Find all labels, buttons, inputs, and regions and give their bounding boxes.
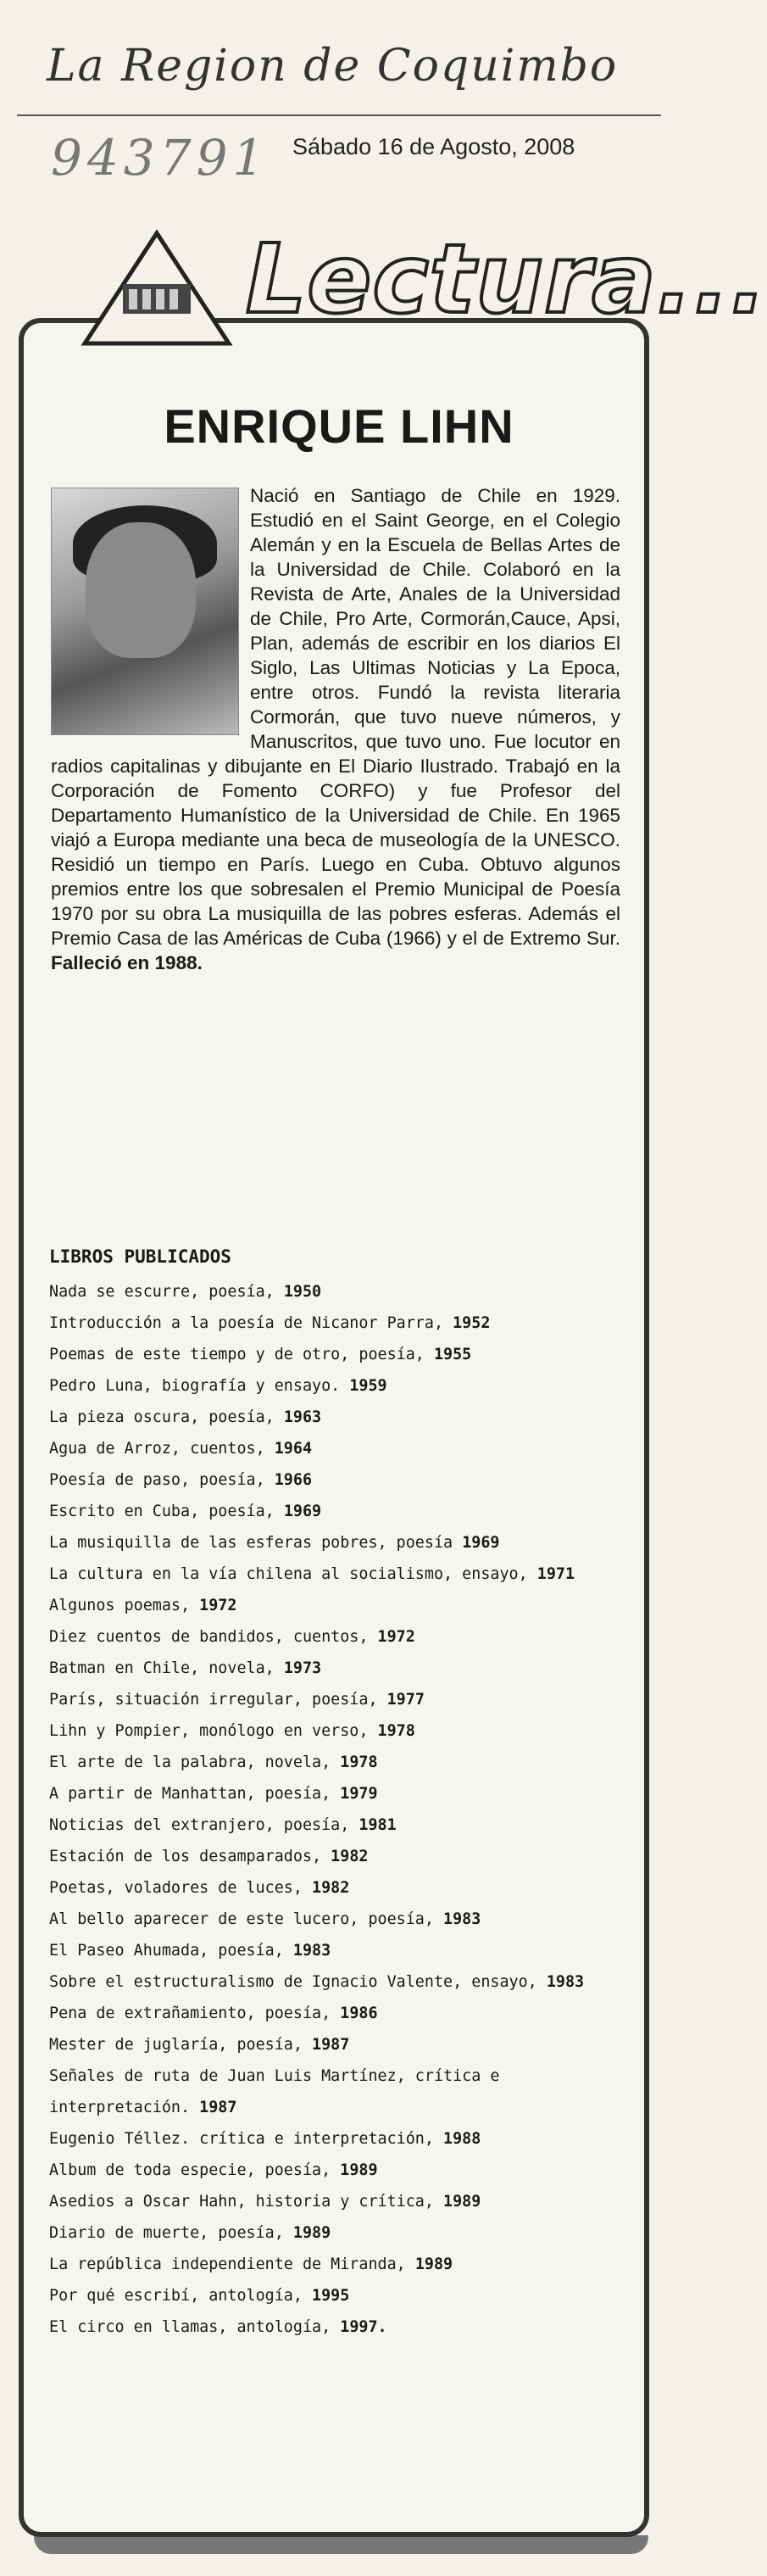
book-year: 1983 bbox=[443, 1910, 481, 1928]
book-item bbox=[49, 2029, 634, 2060]
book-year: 1963 bbox=[283, 1408, 322, 1426]
book-title: Pena de extrañamiento, poesía, bbox=[49, 2004, 341, 2022]
book-item bbox=[49, 1935, 634, 1966]
book-title: Eugenio Téllez. crítica e interpretación, bbox=[49, 2130, 444, 2148]
book-title: Album de toda especie, poesía, bbox=[49, 2161, 341, 2179]
book-item bbox=[49, 2217, 634, 2249]
handwritten-number: 943791 bbox=[51, 129, 270, 187]
book-title: Diario de muerte, poesía, bbox=[49, 2224, 293, 2242]
book-item bbox=[49, 1339, 634, 1370]
book-item bbox=[49, 1809, 634, 1841]
book-title: Sobre el estructuralismo de Ignacio Valente, ensayo, bbox=[49, 1973, 547, 1991]
book-item bbox=[49, 1402, 634, 1433]
book-year: 1969 bbox=[283, 1503, 322, 1520]
book-year: 1964 bbox=[274, 1440, 313, 1458]
book-item bbox=[49, 1276, 634, 1308]
books-heading: LIBROS PUBLICADOS bbox=[49, 1246, 231, 1267]
book-year: 1978 bbox=[340, 1754, 378, 1771]
book-year: 1955 bbox=[433, 1346, 472, 1363]
book-year: 1959 bbox=[349, 1377, 387, 1395]
book-year: 1987 bbox=[312, 2036, 350, 2054]
book-item bbox=[49, 1496, 634, 1527]
book-item bbox=[49, 1841, 634, 1872]
book-title: Poesía de paso, poesía, bbox=[49, 1471, 275, 1489]
book-title: Señales de ruta de Juan Luis Martínez, crítica e interpretación. bbox=[49, 2067, 500, 2116]
death-text: Falleció en 1988. bbox=[51, 952, 203, 973]
book-title: Introducción a la poesía de Nicanor Parra, bbox=[49, 1314, 453, 1332]
book-title: Algunos poemas, bbox=[49, 1597, 200, 1614]
book-item bbox=[49, 2280, 634, 2311]
section-header bbox=[76, 225, 767, 352]
book-title: La pieza oscura, poesía, bbox=[49, 1408, 284, 1426]
book-title: El arte de la palabra, novela, bbox=[49, 1754, 341, 1771]
book-year: 1950 bbox=[283, 1283, 322, 1301]
book-item bbox=[49, 1653, 634, 1684]
book-year: 1982 bbox=[312, 1879, 350, 1897]
book-item bbox=[49, 1370, 634, 1402]
book-title: Asedios a Oscar Hahn, historia y crítica, bbox=[49, 2193, 444, 2211]
book-title: La cultura en la vía chilena al socialismo, ensayo, bbox=[49, 1565, 537, 1583]
book-title: Por qué escribí, antología, bbox=[49, 2287, 313, 2305]
book-title: El Paseo Ahumada, poesía, bbox=[49, 1942, 293, 1960]
book-item bbox=[49, 1872, 634, 1904]
book-title: Lihn y Pompier, monólogo en verso, bbox=[49, 1722, 378, 1740]
book-item bbox=[49, 2123, 634, 2155]
book-item bbox=[49, 1715, 634, 1747]
book-year: 1966 bbox=[274, 1471, 313, 1489]
book-item bbox=[49, 1558, 634, 1590]
book-title: A partir de Manhattan, poesía, bbox=[49, 1785, 341, 1803]
book-title: Noticias del extranjero, poesía, bbox=[49, 1816, 359, 1834]
book-title: Estación de los desamparados, bbox=[49, 1848, 331, 1865]
book-title: Al bello aparecer de este lucero, poesía, bbox=[49, 1910, 444, 1928]
book-item bbox=[49, 1621, 634, 1653]
book-title: Mester de juglaría, poesía, bbox=[49, 2036, 313, 2054]
book-title: Nada se escurre, poesía, bbox=[49, 1283, 284, 1301]
header-rule bbox=[17, 114, 661, 116]
book-title: La república independiente de Miranda, bbox=[49, 2255, 415, 2273]
book-item bbox=[49, 1464, 634, 1496]
panel-shadow bbox=[34, 2535, 648, 2554]
book-title: Poemas de este tiempo y de otro, poesía, bbox=[49, 1346, 434, 1363]
book-title: Batman en Chile, novela, bbox=[49, 1659, 284, 1677]
book-title: Escrito en Cuba, poesía, bbox=[49, 1503, 284, 1520]
book-title: Pedro Luna, biografía y ensayo. bbox=[49, 1377, 350, 1395]
book-year: 1971 bbox=[536, 1565, 575, 1583]
book-item bbox=[49, 2155, 634, 2186]
book-item bbox=[49, 1747, 634, 1778]
book-title: La musiquilla de las esferas pobres, poesía bbox=[49, 1534, 463, 1552]
book-item bbox=[49, 2060, 634, 2123]
book-year: 1969 bbox=[462, 1534, 500, 1552]
book-year: 1979 bbox=[340, 1785, 378, 1803]
book-item bbox=[49, 1433, 634, 1464]
book-year: 1989 bbox=[443, 2193, 481, 2211]
book-title: París, situación irregular, poesía, bbox=[49, 1691, 387, 1709]
book-item bbox=[49, 1527, 634, 1558]
section-title: Lectura... bbox=[246, 225, 767, 335]
book-item bbox=[49, 2186, 634, 2217]
article-title: ENRIQUE LIHN bbox=[164, 399, 514, 453]
author-photo bbox=[51, 488, 239, 735]
book-item bbox=[49, 1778, 634, 1809]
book-year: 1986 bbox=[340, 2004, 378, 2022]
photo-face bbox=[86, 522, 196, 658]
book-year: 1983 bbox=[546, 1973, 585, 1991]
book-year: 1983 bbox=[292, 1942, 331, 1960]
book-item bbox=[49, 1904, 634, 1935]
book-item bbox=[49, 2249, 634, 2280]
book-year: 1952 bbox=[453, 1314, 491, 1332]
book-item bbox=[49, 1966, 634, 1998]
book-title: Poetas, voladores de luces, bbox=[49, 1879, 313, 1897]
book-year: 1981 bbox=[358, 1816, 397, 1834]
handwritten-publication-name: La Region de Coquimbo bbox=[47, 41, 619, 92]
book-year: 1982 bbox=[331, 1848, 369, 1865]
book-year: 1978 bbox=[377, 1722, 415, 1740]
book-year: 1988 bbox=[443, 2130, 481, 2148]
book-item bbox=[49, 1998, 634, 2029]
book-title: Diez cuentos de bandidos, cuentos, bbox=[49, 1628, 378, 1646]
books-icon bbox=[76, 225, 237, 352]
book-year: 1977 bbox=[386, 1691, 425, 1709]
book-title: El circo en llamas, antología, bbox=[49, 2318, 341, 2336]
book-title: Agua de Arroz, cuentos, bbox=[49, 1440, 275, 1458]
book-item bbox=[49, 2311, 634, 2343]
book-year: 1972 bbox=[199, 1597, 237, 1614]
book-year: 1995 bbox=[312, 2287, 350, 2305]
book-year: 1989 bbox=[414, 2255, 453, 2273]
book-item bbox=[49, 1308, 634, 1339]
books-list bbox=[49, 1276, 634, 2343]
book-item bbox=[49, 1590, 634, 1621]
book-year: 1989 bbox=[292, 2224, 331, 2242]
bio-text: Nació en Santiago de Chile en 1929. Estudió en el Saint George, en el Colegio Alemán y en la Escuela de Bellas Artes de la Universidad de Chile. Colaboró en la Revista de Arte, Anales de la Universidad de Chile, Pro Arte, Cormorán,Cauce, Apsi, Plan, además de escribir en los diarios El Siglo, Las Ultimas Noticias y La Epoca, entre otros. Fundó la revista literaria Cormorán, que tuvo nueve números, y Manuscritos, que tuvo uno. Fue locutor en radios capitalinas y dibujante en El Diario Ilustrado. Trabajó en la Corporación de Fomento CORFO) y fue Profesor del Departamento Humanístico de la Universidad de Chile. En 1965 viajó a Europa mediante una beca de museología de la UNESCO. Residió un tiempo en París. Luego en Cuba. Obtuvo algunos premios entre los que sobresalen el Premio Municipal de Poesía 1970 por su obra La musiquilla de las pobres esferas. Además el Premio Casa de las Américas de Cuba (1966) y el de Extremo Sur. bbox=[51, 485, 620, 949]
book-year: 1987 bbox=[199, 2099, 237, 2116]
dateline: Sábado 16 de Agosto, 2008 bbox=[292, 134, 575, 159]
book-item bbox=[49, 1684, 634, 1715]
book-year: 1973 bbox=[283, 1659, 322, 1677]
book-year: 1972 bbox=[377, 1628, 415, 1646]
book-year: 1989 bbox=[340, 2161, 378, 2179]
book-year: 1997. bbox=[340, 2318, 387, 2336]
